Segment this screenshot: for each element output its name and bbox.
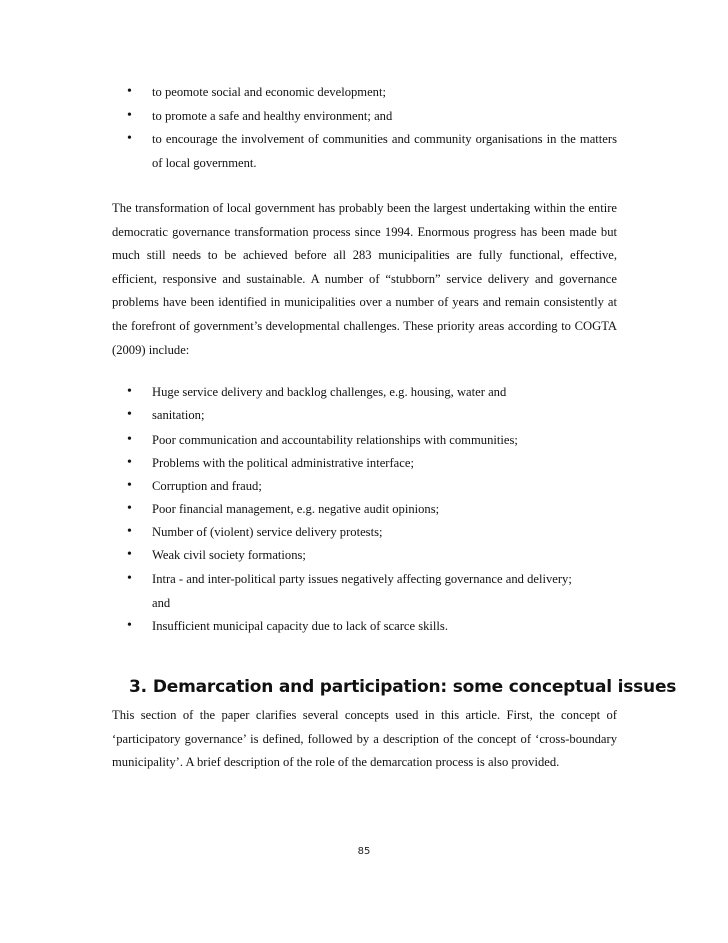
list-item-text: Insufficient municipal capacity due to lack of scarce skills. bbox=[152, 619, 448, 633]
list-item-text: to peomote social and economic development; bbox=[152, 85, 386, 99]
bullet-icon: • bbox=[127, 407, 132, 422]
list-item-text: Intra - and inter-political party issues negatively affecting governance and delivery; bbox=[152, 572, 572, 586]
list-item-text: Number of (violent) service delivery protests; bbox=[152, 525, 383, 539]
section-number: 3. bbox=[129, 677, 147, 697]
list-item-text: Corruption and fraud; bbox=[152, 479, 262, 493]
bullet-icon: • bbox=[127, 108, 132, 123]
list-item-text: sanitation; bbox=[152, 408, 205, 422]
section-title: Demarcation and participation: some conceptual issues bbox=[152, 677, 677, 697]
list-item-text: Weak civil society formations; bbox=[152, 548, 306, 562]
list-item-text: to promote a safe and healthy environment; and bbox=[152, 109, 393, 123]
section-heading bbox=[129, 677, 676, 697]
bullet-icon: • bbox=[127, 84, 132, 99]
bullet-icon: • bbox=[127, 384, 132, 399]
list-item-text: and bbox=[152, 596, 171, 610]
bullet-icon: • bbox=[127, 501, 132, 516]
page-number: 85 bbox=[357, 846, 371, 857]
body-paragraph-1: The transformation of local government has probably been the largest undertaking within the entire democratic governance transformation process since 1994. Enormous progress has been made but much still needs to be achieved before all 283 municipalities are fully functional, effective, efficient, responsive and sustainable. A number of “stubborn” service delivery and governance problems have been identified in municipalities over a number of years and remain consistently at the forefront of government’s developmental challenges. These priority areas according to COGTA (2009) include: bbox=[112, 201, 617, 357]
bullet-icon: • bbox=[127, 455, 132, 470]
bullet-icon: • bbox=[127, 478, 132, 493]
bullet-icon: • bbox=[127, 571, 132, 586]
body-paragraph-2: This section of the paper clarifies several concepts used in this article. First, the concept of ‘participatory governance’ is defined, followed by a description of the concept of ‘cross-boundary municipality’. A brief description of the role of the demarcation process is also provided. bbox=[112, 708, 617, 770]
list-item-text: Poor financial management, e.g. negative audit opinions; bbox=[152, 502, 440, 516]
list-item-text: Problems with the political administrative interface; bbox=[152, 456, 414, 470]
list-item-text: Poor communication and accountability relationships with communities; bbox=[152, 433, 518, 447]
bullet-icon: • bbox=[127, 524, 132, 539]
bullet-icon: • bbox=[127, 432, 132, 447]
list-item-text: Huge service delivery and backlog challenges, e.g. housing, water and bbox=[152, 385, 507, 399]
bullet-icon: • bbox=[127, 131, 132, 146]
bullet-icon: • bbox=[127, 618, 132, 633]
bullet-icon: • bbox=[127, 547, 132, 562]
list-item-text: to encourage the involvement of communities and community organisations in the matters of local government. bbox=[152, 132, 617, 170]
